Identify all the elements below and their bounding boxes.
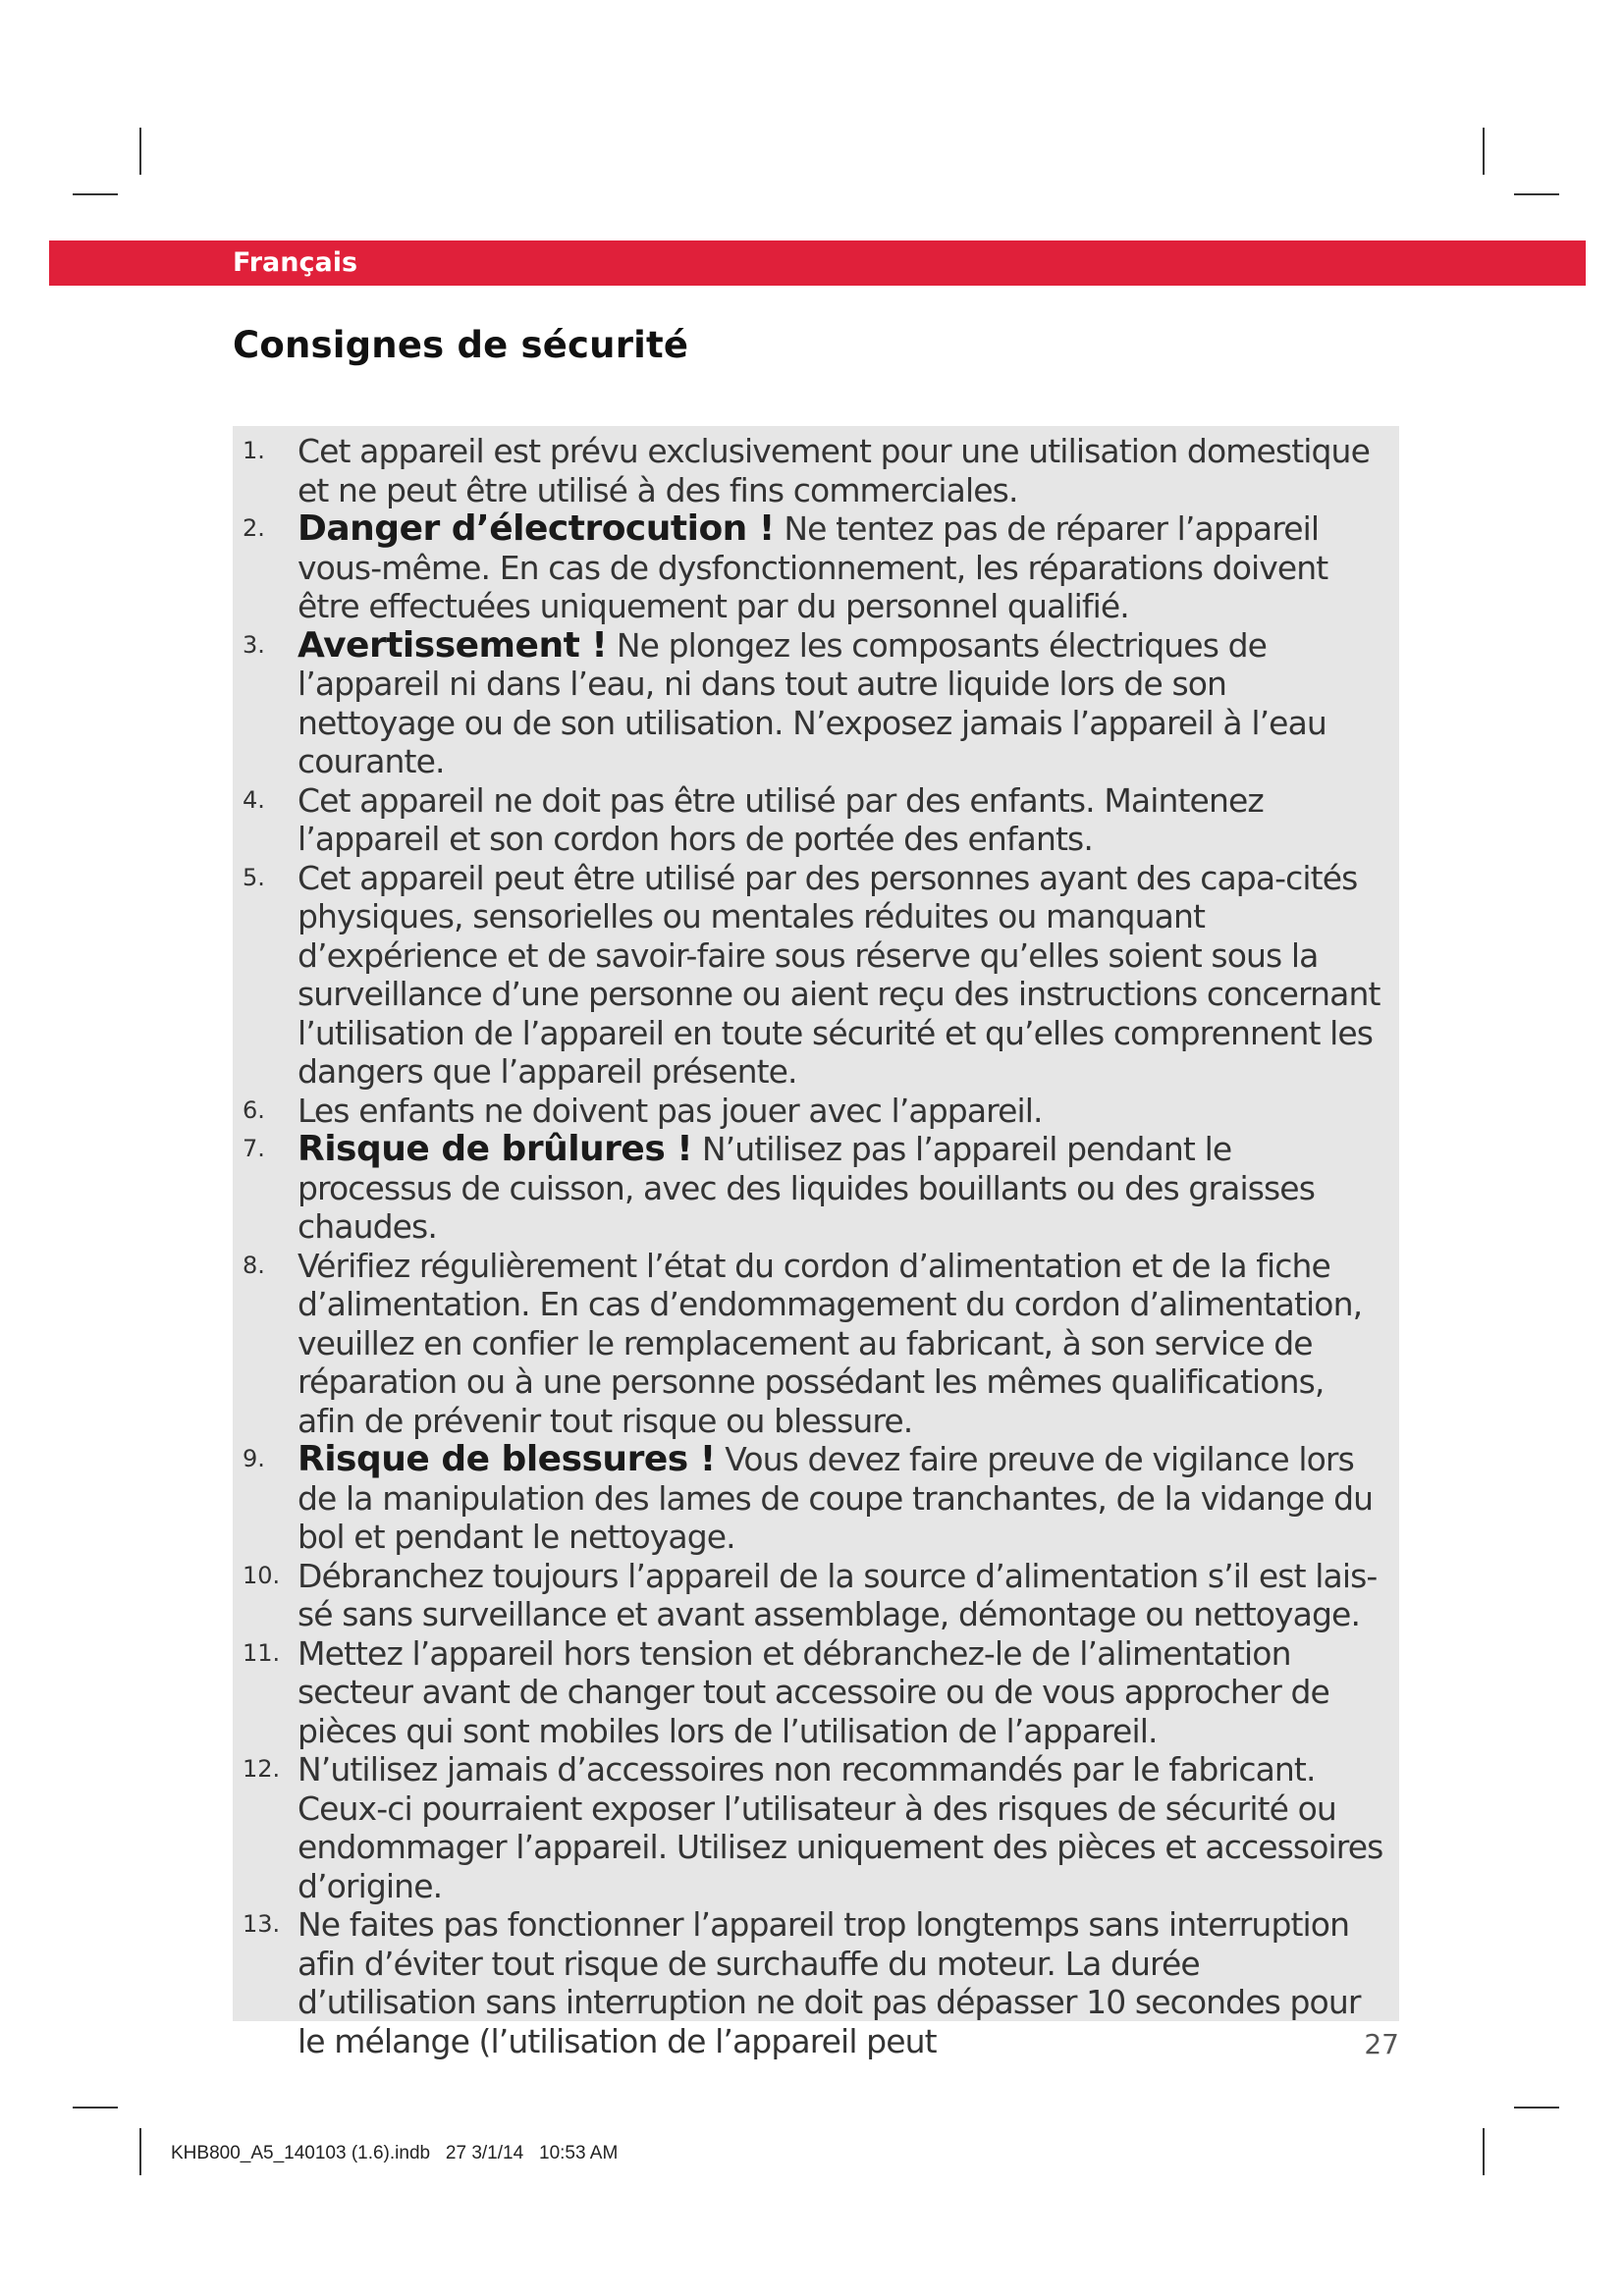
item-number: 3. — [243, 630, 265, 659]
safety-item — [243, 859, 1387, 1092]
language-header-bar — [49, 240, 1586, 286]
item-text: Cet appareil ne doit pas être utilisé par des enfants. Maintenez l’appareil et son cordon hors de portée des enfants. — [298, 780, 1264, 858]
crop-mark-top-right-horizontal — [1514, 193, 1559, 195]
language-label: Français — [233, 247, 358, 278]
item-number: 5. — [243, 863, 265, 891]
safety-item — [243, 1130, 1387, 1247]
item-text: N’utilisez jamais d’accessoires non recommandés par le fabricant. Ceux-ci pourraient exposer l’utilisateur à des risques de sécurité ou endommager l’appareil. Utilisez uniquement des pièces et accessoires d’origine. — [298, 1750, 1383, 1905]
item-text: Mettez l’appareil hors tension et débranchez-le de l’alimentation secteur avant de changer tout accessoire ou de vous approcher de pièces qui sont mobiles lors de l’utilisation de l’appareil. — [298, 1633, 1329, 1750]
safety-item — [243, 1750, 1387, 1905]
crop-mark-bottom-left-horizontal — [73, 2107, 118, 2109]
item-number: 7. — [243, 1135, 265, 1162]
item-warning-lead: Risque de blessures ! — [298, 1439, 716, 1479]
item-text: Cet appareil peut être utilisé par des personnes ayant des capa-cités physiques, sensorielles ou mentales réduites ou manquant d’expérience et de savoir-faire sous réserve qu’elles soient sous la surveillance d’une personne ou aient reçu des instructions concernant l’utilisation de l’appareil en toute sécurité et qu’elles comprennent les dangers que l’appareil présente. — [298, 858, 1380, 1091]
item-text: Ne plongez les composants électriques de l’appareil ni dans l’eau, ni dans tout autre liquide lors de son nettoyage ou de son utilisation. N’exposez jamais l’appareil à l’eau courante. — [298, 625, 1326, 780]
page-title: Consignes de sécurité — [233, 324, 689, 366]
item-text: Débranchez toujours l’appareil de la source d’alimentation s’il est lais-sé sans surveillance et avant assemblage, démontage ou nettoyage. — [298, 1556, 1378, 1633]
item-text: N’utilisez pas l’appareil pendant le processus de cuisson, avec des liquides bouillants ou des graisses chaudes. — [298, 1130, 1315, 1246]
safety-item — [243, 1557, 1387, 1634]
safety-item — [243, 1247, 1387, 1441]
item-text: Ne faites pas fonctionner l’appareil trop longtemps sans interruption afin d’éviter tout risque de surchauffe du moteur. La durée d’utilisation sans interruption ne doit pas dépasser 10 secondes pour le mélange (l’utilisation de l’appareil peut — [298, 1905, 1361, 2060]
item-number: 4. — [243, 785, 265, 814]
item-text: Cet appareil est prévu exclusivement pour une utilisation domestique et ne peut être utilisé à des fins commerciales. — [298, 432, 1370, 509]
safety-item — [243, 626, 1387, 781]
item-text: Les enfants ne doivent pas jouer avec l’appareil. — [298, 1091, 1043, 1130]
item-warning-lead: Risque de brûlures ! — [298, 1129, 693, 1169]
safety-item — [243, 509, 1387, 626]
item-text: Vous devez faire preuve de vigilance lors de la manipulation des lames de coupe tranchantes, de la vidange du bol et pendant le nettoyage. — [298, 1440, 1374, 1556]
crop-mark-top-right-vertical — [1483, 128, 1485, 175]
safety-item — [243, 432, 1387, 509]
item-number: 6. — [243, 1095, 265, 1124]
print-slug: KHB800_A5_140103 (1.6).indb 27 3/1/14 10:53 AM — [171, 2143, 619, 2163]
crop-mark-bottom-left-vertical — [139, 2128, 141, 2175]
item-number: 1. — [243, 437, 265, 464]
item-warning-lead: Avertissement ! — [298, 624, 608, 666]
page-number: 27 — [1364, 2028, 1399, 2060]
item-number: 9. — [243, 1445, 265, 1472]
item-number: 11. — [243, 1638, 281, 1667]
crop-mark-top-left-vertical — [139, 128, 141, 175]
item-warning-lead: Danger d’électrocution ! — [298, 508, 775, 549]
item-number: 8. — [243, 1251, 265, 1279]
item-number: 13. — [243, 1910, 281, 1938]
crop-mark-bottom-right-horizontal — [1514, 2107, 1559, 2109]
safety-item — [243, 1905, 1387, 2060]
crop-mark-bottom-right-vertical — [1483, 2128, 1485, 2175]
safety-item — [243, 1634, 1387, 1751]
item-text: Ne tentez pas de réparer l’appareil vous-même. En cas de dysfonctionnement, les réparations doivent être effectuées uniquement par du personnel qualifié. — [298, 509, 1328, 625]
item-number: 12. — [243, 1755, 281, 1783]
item-number: 10. — [243, 1561, 281, 1589]
safety-item — [243, 1092, 1387, 1131]
item-text: Vérifiez régulièrement l’état du cordon d’alimentation et de la fiche d’alimentation. En cas d’endommagement du cordon d’alimentation, veuillez en confier le remplacement au fabricant, à son service de réparation ou à une personne possédant les mêmes qualifications, afin de prévenir tout risque ou blessure. — [298, 1246, 1363, 1440]
crop-mark-top-left-horizontal — [73, 193, 118, 195]
safety-item — [243, 781, 1387, 859]
safety-item — [243, 1440, 1387, 1557]
item-number: 2. — [243, 514, 265, 542]
